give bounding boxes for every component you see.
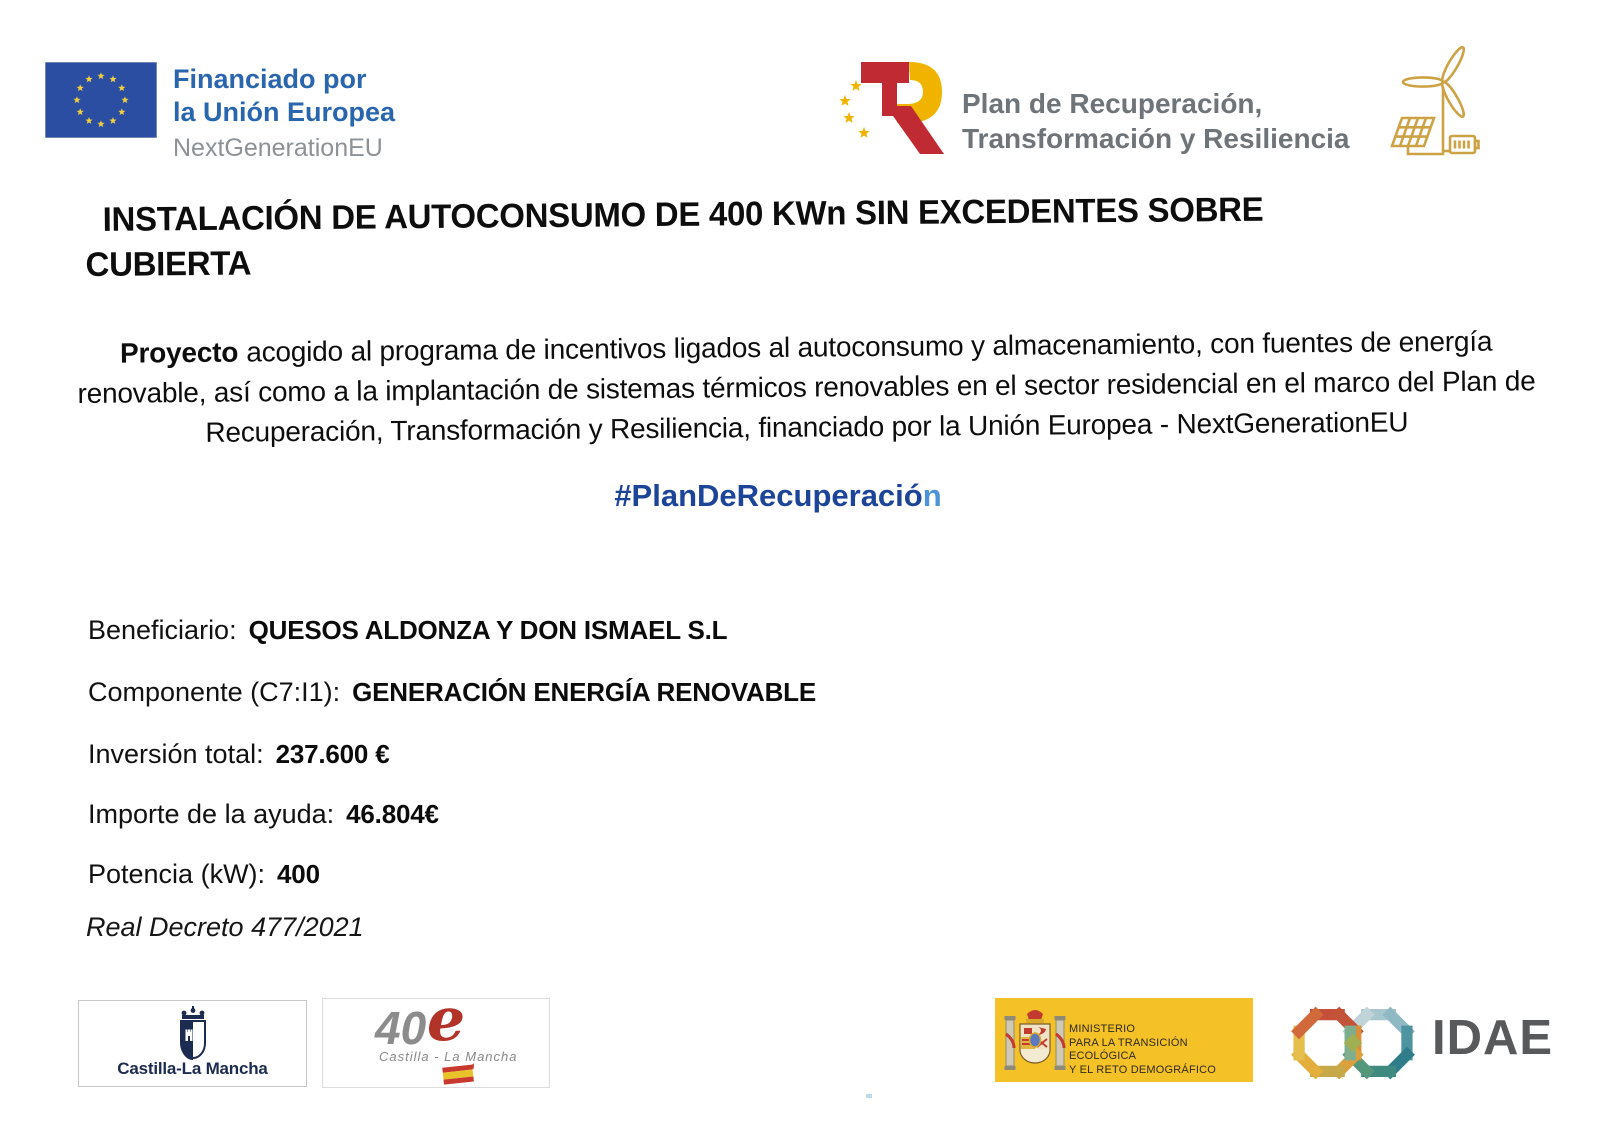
ministry-line1: MINISTERIO: [1069, 1023, 1136, 1035]
project-description: [75, 321, 1538, 454]
hashtag-tail: n: [922, 478, 942, 513]
project-description-lead: Proyecto: [119, 336, 239, 369]
eu-funding-block: [173, 63, 395, 165]
field-label: Potencia (kW):: [88, 859, 266, 889]
ministry-name-block: [1069, 1023, 1253, 1077]
idae-wordmark: IDAE: [1432, 1011, 1554, 1065]
field-value: 400: [277, 859, 320, 889]
wind-solar-battery-icon: [1386, 34, 1480, 168]
page-title: [85, 187, 1390, 288]
hashtag-main: #PlanDeRecuperació: [614, 478, 923, 513]
field-label: Importe de la ayuda:: [88, 799, 335, 829]
plan-title-block: [962, 86, 1350, 156]
field-row-importe: [88, 799, 439, 830]
funded-by-line1: Financiado por: [173, 64, 367, 94]
page-title-line2: CUBIERTA: [85, 244, 252, 284]
field-label: Componente (C7:I1):: [88, 677, 341, 707]
ministry-line2: PARA LA TRANSICIÓN ECOLÓGICA: [1069, 1036, 1188, 1062]
anniversary-40e-logo-box: [322, 985, 550, 1088]
page-title-line1: INSTALACIÓN DE AUTOCONSUMO DE 400 KWn SIN EXCEDENTES SOBRE: [102, 190, 1264, 239]
castilla-la-mancha-caption: Castilla-La Mancha: [117, 1059, 268, 1078]
field-value: 237.600 €: [275, 739, 390, 769]
anniversary-e-mark: e: [427, 985, 466, 1055]
project-description-body: acogido al programa de incentivos ligados al autoconsumo y almacenamiento, con fuentes de energía renovable, así como a la implantación de sistemas térmicos renovables en el sector residencial en el marco del Plan de Recuperación, Transformación y Resiliencia, financiado por la Unión Europea - NextGenerationEU: [77, 325, 1536, 448]
field-value: GENERACIÓN ENERGÍA RENOVABLE: [352, 677, 817, 707]
castilla-la-mancha-shield-icon: [171, 1006, 215, 1062]
nextgeneration-eu-label: NextGenerationEU: [173, 134, 383, 162]
royal-decree: Real Decreto 477/2021: [86, 912, 364, 942]
anniversary-number: 40: [375, 1002, 427, 1054]
plan-title-line1: Plan de Recuperación,: [962, 88, 1263, 119]
castilla-la-mancha-logo-box: [78, 1000, 307, 1087]
spain-recovery-tr-logo-icon: [816, 50, 948, 172]
eu-flag-icon: [45, 62, 157, 138]
field-label: Inversión total:: [88, 739, 264, 769]
field-label: Beneficiario:: [88, 615, 237, 645]
field-row-componente: [88, 677, 816, 708]
ministry-logo-box: [995, 998, 1253, 1082]
field-value: 46.804€: [346, 799, 439, 829]
spain-coat-of-arms-icon: [1003, 1004, 1067, 1076]
funded-by-line2: la Unión Europea: [173, 97, 396, 127]
field-row-potencia: [88, 859, 320, 890]
field-value: QUESOS ALDONZA Y DON ISMAEL S.L: [248, 615, 728, 645]
scan-artifact: [866, 1094, 872, 1098]
ministry-line3: Y EL RETO DEMOGRÁFICO: [1069, 1063, 1217, 1076]
field-row-inversion: [88, 739, 389, 770]
anniversary-script-caption: Castilla - La Mancha: [379, 1049, 518, 1064]
idae-interlocked-octagons-icon: [1278, 1000, 1428, 1086]
plan-title-line2: Transformación y Resiliencia: [962, 123, 1350, 154]
field-row-beneficiario: [88, 615, 727, 646]
hashtag: [0, 478, 1556, 514]
spain-flag-icon: [441, 1063, 477, 1085]
